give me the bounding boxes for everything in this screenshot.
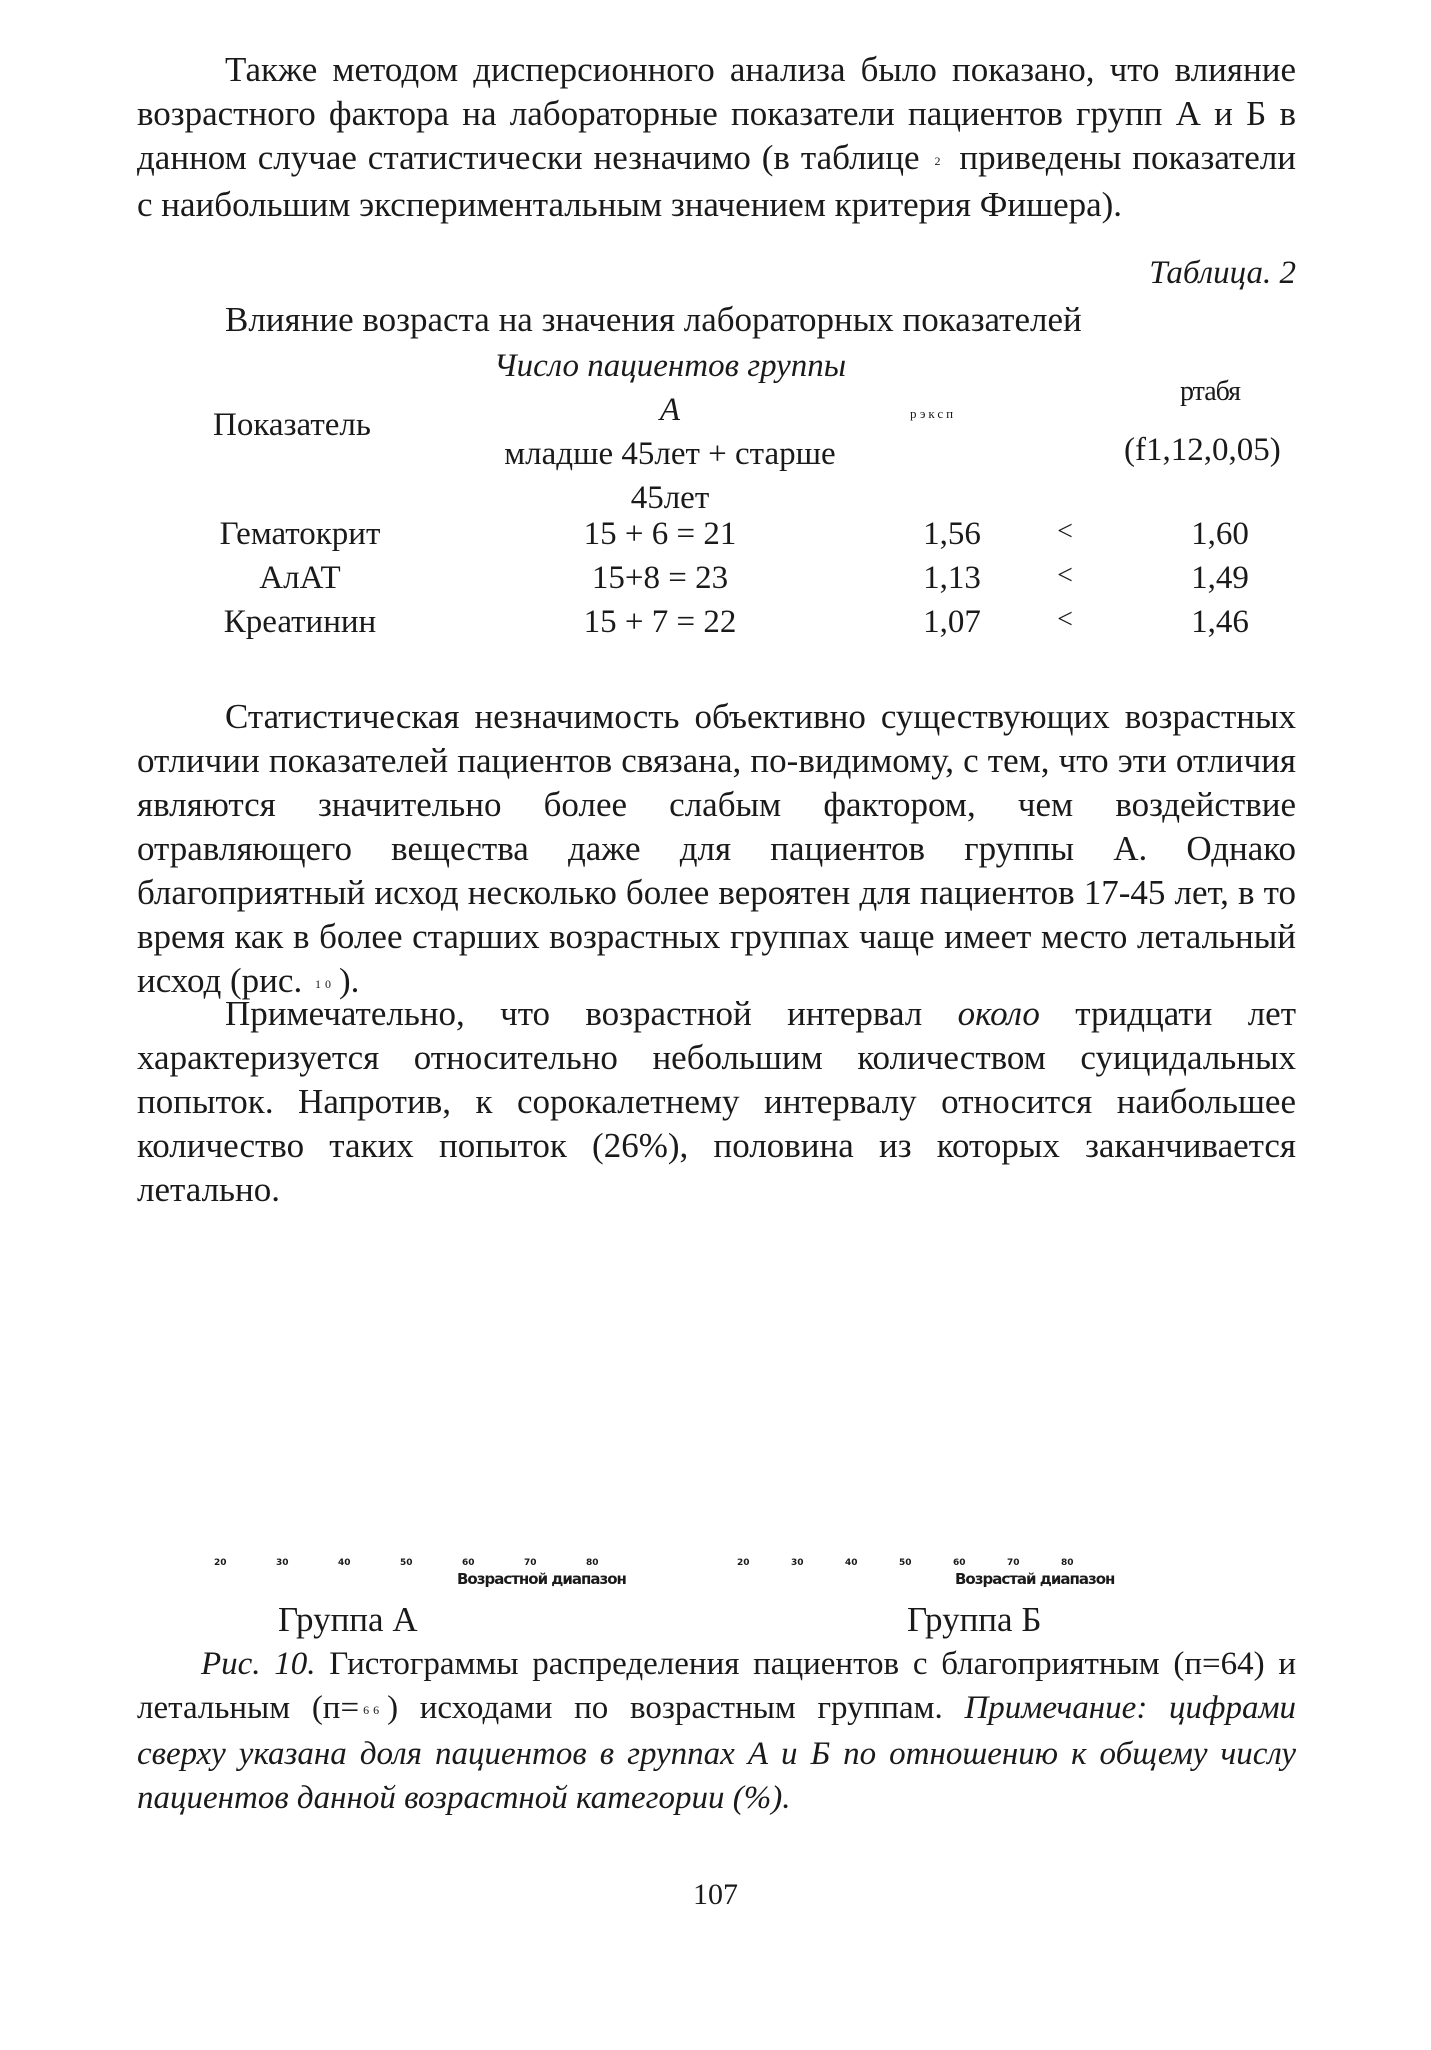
page-number: 107 bbox=[693, 1878, 738, 1911]
row-f-tab: 1,49 bbox=[1191, 560, 1249, 596]
figure-caption: Рис. 10. Гистограммы распределения пациентов с благоприятным (п=64) и летальным (п= 66 ) исходами по возрастным группам. Примечание: цифрами сверху указана доля пациентов в группах А и Б по отношению к общему числу пациентов данной возрастной категории (%). bbox=[137, 1646, 1297, 1817]
row-f-exp: 1,13 bbox=[923, 560, 981, 596]
tick-label: 60 bbox=[462, 1558, 475, 1568]
row-sign: < bbox=[1057, 560, 1073, 591]
group-b-label: Группа Б bbox=[907, 1600, 1042, 1639]
tick-label: 50 bbox=[899, 1558, 912, 1568]
table-header-f-tab-args: (f1,12,0,05) bbox=[1124, 432, 1281, 468]
table-row bbox=[0, 604, 1431, 648]
table-header-group: Число пациентов группы А младше 45лет + старше 45лет bbox=[493, 348, 847, 516]
row-f-tab: 1,60 bbox=[1191, 516, 1249, 552]
figure-caption-note: Примечание: цифрами сверху указана доля пациентов в группах А и Б по отношению к общему числу пациентов данной возрастной категории (%). bbox=[137, 1690, 1297, 1817]
left-axis-label: Возрастной диапазон bbox=[457, 1570, 626, 1588]
table-caption: Таблица. 2 bbox=[1149, 255, 1296, 291]
tick-label: 40 bbox=[845, 1558, 858, 1568]
paragraph-age-interval: Примечательно, что возрастной интервал около тридцати лет характеризуется относительно небольшим количеством суицидальных попыток. Напротив, к сорокалетнему интервалу относится наибольшее количество таких попыток (26%), половина из которых заканчивается летально. bbox=[137, 994, 1297, 1209]
tick-label: 50 bbox=[400, 1558, 413, 1568]
tick-label: 70 bbox=[1007, 1558, 1020, 1568]
table-header-f-tab: ртабя bbox=[1180, 376, 1241, 407]
right-axis-label: Возрастай диапазон bbox=[955, 1570, 1115, 1588]
tick-label: 30 bbox=[276, 1558, 289, 1568]
table-title: Влияние возраста на значения лабораторных показателей bbox=[225, 300, 1082, 339]
tick-label: 80 bbox=[1061, 1558, 1074, 1568]
figure-caption-label: Рис. 10. bbox=[201, 1646, 316, 1682]
tick-label: 20 bbox=[737, 1558, 750, 1568]
row-f-exp: 1,56 bbox=[923, 516, 981, 552]
row-patient-count: 15 + 7 = 22 bbox=[583, 604, 737, 640]
table-row bbox=[0, 560, 1431, 604]
table-header-indicator: Показатель bbox=[213, 407, 371, 443]
table-header-f-exp: рэксп bbox=[910, 406, 957, 421]
table-reference: 2 bbox=[934, 153, 945, 168]
row-patient-count: 15+8 = 23 bbox=[591, 560, 729, 596]
tick-label: 30 bbox=[791, 1558, 804, 1568]
row-indicator: АлАТ bbox=[259, 560, 341, 596]
row-indicator: Креатинин bbox=[223, 604, 377, 640]
group-a-label: Группа А bbox=[278, 1600, 418, 1639]
intro-paragraph: Также методом дисперсионного анализа было показано, что влияние возрастного фактора на лабораторные показатели пациентов групп А и Б в данном случае статистически незначимо (в таблице 2 приведены показатели с наибольшим экспериментальным значением критерия Фишера). bbox=[137, 50, 1297, 224]
table-row bbox=[0, 516, 1431, 560]
paragraph-statistical: Статистическая незначимость объективно существующих возрастных отличии показателей пациентов связана, по-видимому, с тем, что эти отличия являются значительно более слабым фактором, чем воздействие отравляющего вещества даже для пациентов группы А. Однако благоприятный исход несколько более вероятен для пациентов 17-45 лет, в то время как в более старших возрастных группах чаще имеет место летальный исход (рис. 10 ). bbox=[137, 697, 1296, 1000]
figure-reference: 10 bbox=[314, 976, 335, 991]
row-sign: < bbox=[1057, 604, 1073, 635]
tick-label: 20 bbox=[214, 1558, 227, 1568]
row-patient-count: 15 + 6 = 21 bbox=[583, 516, 737, 552]
row-indicator: Гематокрит bbox=[219, 516, 381, 552]
tick-label: 80 bbox=[586, 1558, 599, 1568]
tick-label: 40 bbox=[338, 1558, 351, 1568]
figure-caption-n-small: 66 bbox=[363, 1703, 384, 1718]
tick-label: 60 bbox=[953, 1558, 966, 1568]
row-sign: < bbox=[1057, 516, 1073, 547]
row-f-exp: 1,07 bbox=[923, 604, 981, 640]
tick-label: 70 bbox=[524, 1558, 537, 1568]
row-f-tab: 1,46 bbox=[1191, 604, 1249, 640]
